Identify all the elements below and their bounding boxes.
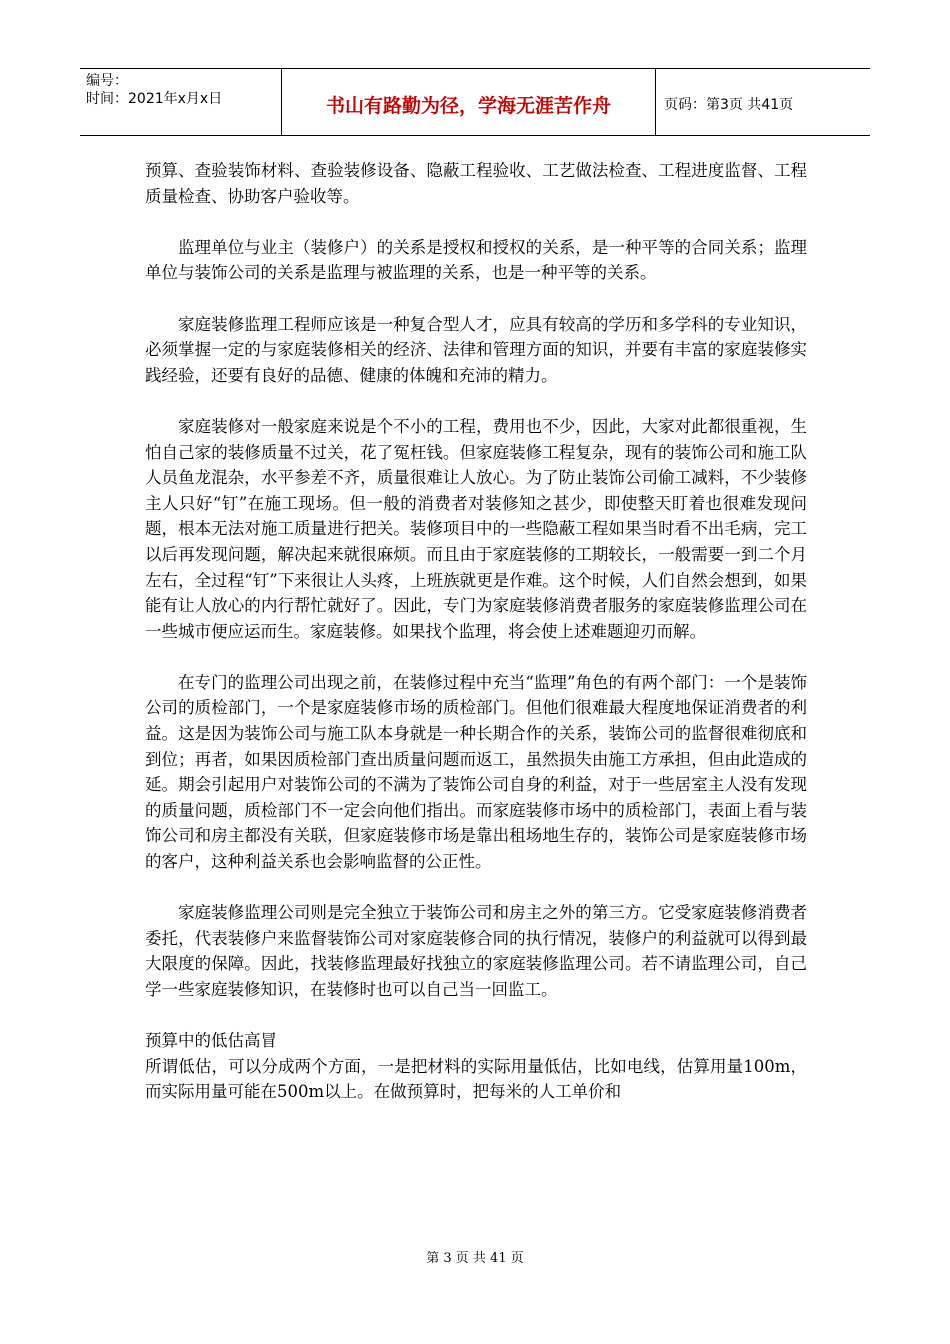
document-time-label: 时间：2021年x月x日 — [86, 91, 223, 107]
paragraph-4: 家庭装修对一般家庭来说是个不小的工程，费用也不少，因此，大家对此都很重视，生怕自己家的装修质量不过关，花了冤枉钱。但家庭装修工程复杂，现有的装饰公司和施工队人员鱼龙混杂，水平参差不齐，质量很难让人放心。为了防止装饰公司偷工减料，不少装修主人只好“钉”在施工现场。但一般的消费者对装修知之甚少，即使整天盯着也很难发现问题，根本无法对施工质量进行把关。装修项目中的一些隐蔽工程如果当时看不出毛病，完工以后再发现问题，解决起来就很麻烦。而且由于家庭装修的工期较长，一般需要一到二个月左右，全过程“钉”下来很让人头疼，上班族就更是作难。这个时候，人们自然会想到，如果能有让人放心的内行帮忙就好了。因此，专门为家庭装修消费者服务的家庭装修监理公司在一些城市便应运而生。家庭装修。如果找个监理，将会使上述难题迎刃而解。 — [145, 416, 807, 641]
paragraph-5: 在专门的监理公司出现之前，在装修过程中充当“监理”角色的有两个部门：一个是装饰公司的质检部门，一个是家庭装修市场的质检部门。但他们很难最大程度地保证消费者的利益。这是因为装饰公司与施工队本身就是一种长期合作的关系，装饰公司的监督很难彻底和到位；再者，如果因质检部门查出质量问题而返工，虽然损失由施工方承担，但由此造成的延。期会引起用户对装饰公司的不满为了装饰公司自身的利益，对于一些居室主人没有发现的质量问题，质检部门不一定会向他们指出。而家庭装修市场中的质检部门，表面上看与装饰公司和房主都没有关联，但家庭装修市场是靠出租场地生存的，装饰公司是家庭装修市场的客户，这种利益关系也会影响监督的公正性。 — [145, 672, 807, 872]
paragraph-2: 监理单位与业主（装修户）的关系是授权和授权的关系，是一种平等的合同关系；监理单位与装饰公司的关系是监理与被监理的关系，也是一种平等的关系。 — [145, 237, 807, 283]
header-meta — [80, 69, 282, 135]
page-header — [80, 68, 870, 136]
page-footer: 第 3 页 共 41 页 — [426, 1251, 524, 1266]
section-title: 预算中的低估高冒 — [145, 1031, 277, 1051]
header-page-info: 页码：第3页 共41页 — [664, 97, 794, 113]
section-paragraph: 所谓低估，可以分成两个方面，一是把材料的实际用量低估，比如电线，估算用量100m，而实际用量可能在500m以上。在做预算时，把每米的人工单价和 — [145, 1056, 807, 1102]
paragraph-1: 预算、查验装饰材料、查验装修设备、隐蔽工程验收、工艺做法检查、工程进度监督、工程质量检查、协助客户验收等。 — [145, 161, 807, 206]
paragraph-3: 家庭装修监理工程师应该是一种复合型人才，应具有较高的学历和多学科的专业知识，必须掌握一定的与家庭装修相关的经济、法律和管理方面的知识，并要有丰富的家庭装修实践经验，还要有良好的品德、健康的体魄和充沛的精力。 — [145, 314, 807, 385]
document-body — [145, 158, 807, 1105]
document-number-label: 编号： — [86, 73, 128, 89]
paragraph-6: 家庭装修监理公司则是完全独立于装饰公司和房主之外的第三方。它受家庭装修消费者委托，代表装修户来监督装饰公司对家庭装修合同的执行情况，装修户的利益就可以得到最大限度的保障。因此，找装修监理最好找独立的家庭装修监理公司。若不请监理公司，自己学一些家庭装修知识，在装修时也可以自己当一回监工。 — [145, 903, 807, 999]
header-motto: 书山有路勤为径，学海无涯苦作舟 — [282, 69, 656, 135]
